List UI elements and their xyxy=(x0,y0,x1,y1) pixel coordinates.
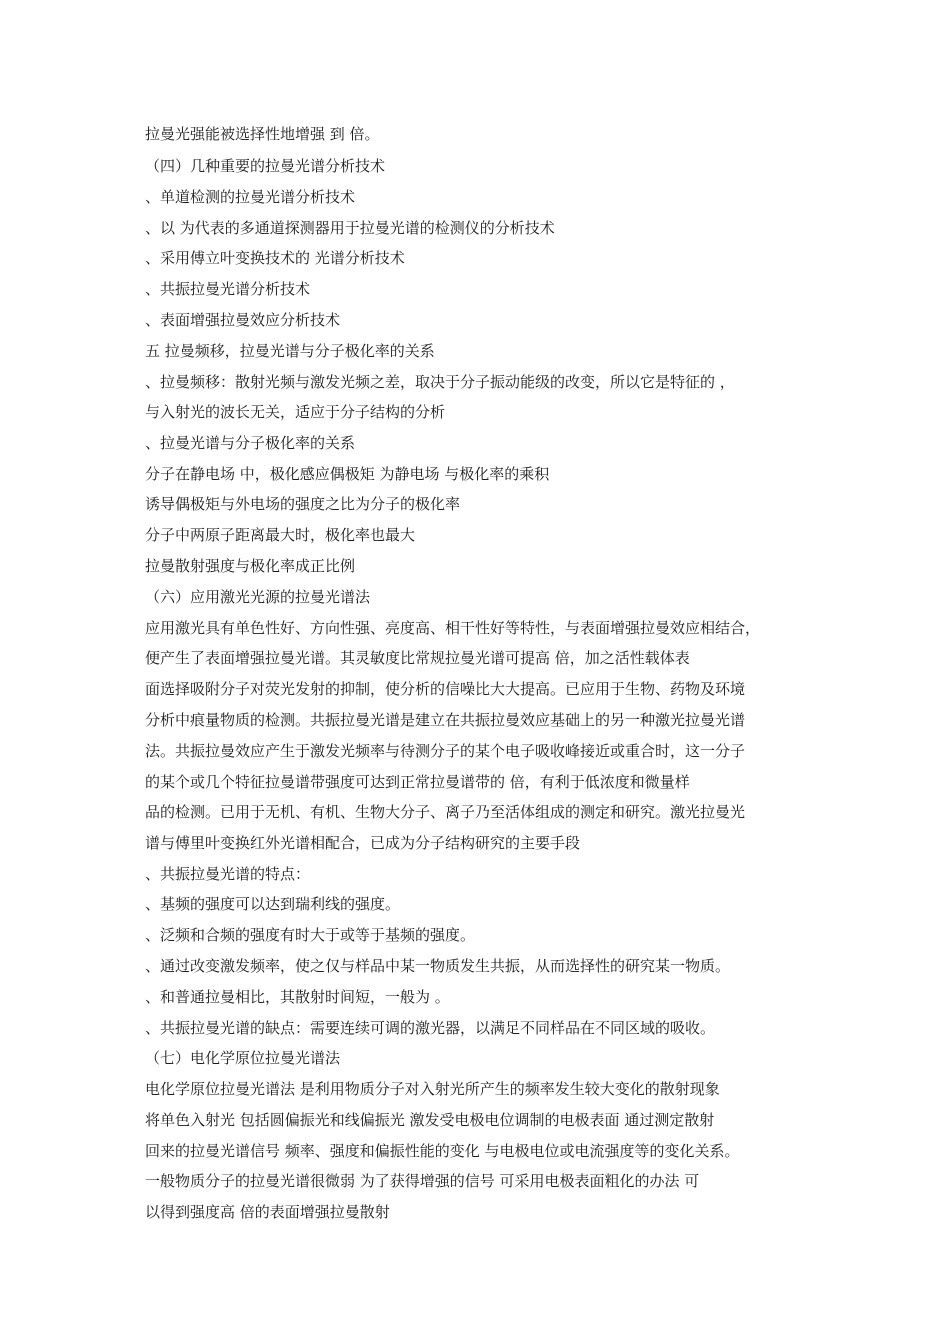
list-item: 、共振拉曼光谱分析技术 xyxy=(145,280,311,298)
list-item: 、共振拉曼光谱的缺点：需要连续可调的激光器，以满足不同样品在不同区域的吸收。 xyxy=(145,1019,716,1037)
text-line: 拉曼散射强度与极化率成正比例 xyxy=(145,557,356,575)
text-line: 分子中两原子距离最大时，极化率也最大 xyxy=(145,526,416,544)
text-line: 诱导偶极矩与外电场的强度之比为分子的极化率 xyxy=(145,495,461,513)
list-item: 、采用傅立叶变换技术的 光谱分析技术 xyxy=(145,249,405,267)
text-line: 拉曼光强能被选择性地增强 到 倍。 xyxy=(145,125,380,143)
section-heading: 五 拉曼频移，拉曼光谱与分子极化率的关系 xyxy=(145,342,435,360)
text-line: 一般物质分子的拉曼光谱很微弱 为了获得增强的信号 可采用电极表面粗化的办法 可 xyxy=(145,1172,700,1190)
text-line: 将单色入射光 包括圆偏振光和线偏振光 激发受电极电位调制的电极表面 通过测定散射 xyxy=(145,1111,715,1129)
text-line: 面选择吸附分子对荧光发射的抑制，使分析的信噪比大大提高。已应用于生物、药物及环境 xyxy=(145,680,746,698)
text-line: 应用激光具有单色性好、方向性强、亮度高、相干性好等特性，与表面增强拉曼效应相结合， xyxy=(145,619,761,637)
text-line: 与入射光的波长无关，适应于分子结构的分析 xyxy=(145,403,446,421)
text-line: 的某个或几个特征拉曼谱带强度可达到正常拉曼谱带的 倍，有利于低浓度和微量样 xyxy=(145,773,690,791)
list-item: 、表面增强拉曼效应分析技术 xyxy=(145,311,341,329)
text-line: 、拉曼频移：散射光频与激发光频之差，取决于分子振动能级的改变，所以它是特征的 ， xyxy=(145,373,735,391)
list-item: 、单道检测的拉曼光谱分析技术 xyxy=(145,188,356,206)
list-item: 、共振拉曼光谱的特点： xyxy=(145,865,311,883)
section-heading: （六）应用激光光源的拉曼光谱法 xyxy=(145,588,371,606)
list-item: 、以 为代表的多通道探测器用于拉曼光谱的检测仪的分析技术 xyxy=(145,219,555,237)
text-line: 电化学原位拉曼光谱法 是利用物质分子对入射光所产生的频率发生较大变化的散射现象 xyxy=(145,1080,720,1098)
list-item: 、泛频和合频的强度有时大于或等于基频的强度。 xyxy=(145,926,476,944)
text-line: 谱与傅里叶变换红外光谱相配合，已成为分子结构研究的主要手段 xyxy=(145,834,581,852)
section-heading: （七）电化学原位拉曼光谱法 xyxy=(145,1049,341,1067)
section-heading: （四）几种重要的拉曼光谱分析技术 xyxy=(145,157,386,175)
text-line: 分子在静电场 中，极化感应偶极矩 为静电场 与极化率的乘积 xyxy=(145,465,550,483)
list-item: 、拉曼光谱与分子极化率的关系 xyxy=(145,434,356,452)
list-item: 、和普通拉曼相比，其散射时间短，一般为 。 xyxy=(145,988,450,1006)
list-item: 、通过改变激发频率，使之仅与样品中某一物质发生共振，从而选择性的研究某一物质。 xyxy=(145,957,731,975)
text-line: 回来的拉曼光谱信号 频率、强度和偏振性能的变化 与电极电位或电流强度等的变化关系。 xyxy=(145,1142,740,1160)
list-item: 、基频的强度可以达到瑞利线的强度。 xyxy=(145,895,401,913)
text-line: 品的检测。已用于无机、有机、生物大分子、离子乃至活体组成的测定和研究。激光拉曼光 xyxy=(145,803,746,821)
text-line: 便产生了表面增强拉曼光谱。其灵敏度比常规拉曼光谱可提高 倍，加之活性载体表 xyxy=(145,649,690,667)
text-line: 分析中痕量物质的检测。共振拉曼光谱是建立在共振拉曼效应基础上的另一种激光拉曼光谱 xyxy=(145,711,746,729)
text-line: 法。共振拉曼效应产生于激发光频率与待测分子的某个电子吸收峰接近或重合时，这一分子 xyxy=(145,742,746,760)
text-line: 以得到强度高 倍的表面增强拉曼散射 xyxy=(145,1203,390,1221)
